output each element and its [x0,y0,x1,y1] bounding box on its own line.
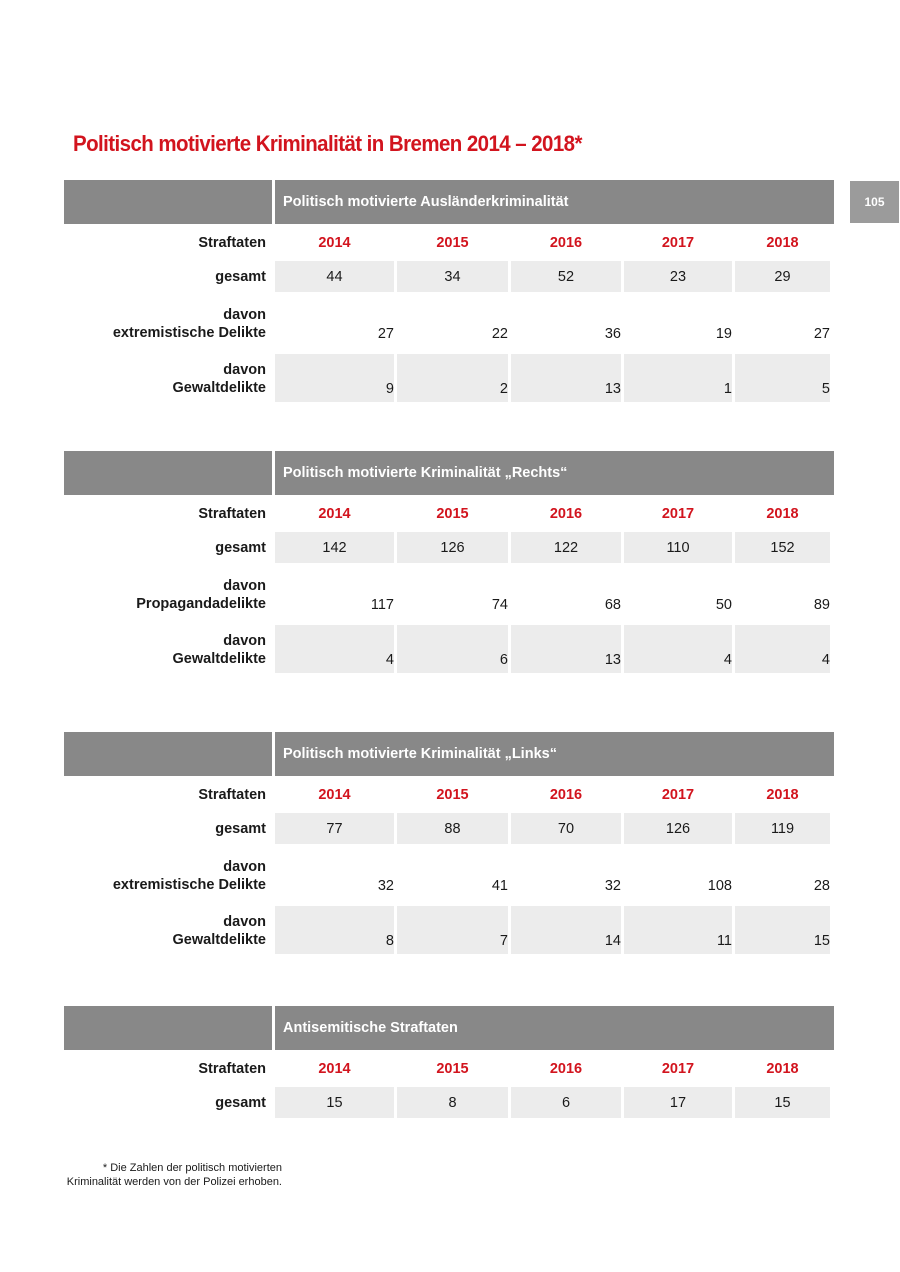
value-cell: 32 [604,878,621,894]
row-label-line: gesamt [215,820,266,837]
value-cell: 15 [275,1087,394,1118]
value-cell: 122 [511,532,621,563]
value-cell: 4 [735,625,830,673]
page-number-tab: 105 [850,181,899,223]
data-table [64,732,834,954]
value-cell: 7 [397,906,508,954]
value-cell: 88 [397,813,508,844]
value-cell: 74 [491,597,508,613]
row-label [64,813,272,844]
row-label [64,354,272,402]
value-cell: 6 [511,1087,621,1118]
year-header: 2018 [766,505,799,522]
value-cell: 29 [735,261,830,292]
table-row [64,813,834,844]
value-cell: 52 [511,261,621,292]
row-label [64,1087,272,1118]
table-row [64,570,834,618]
value-cell: 126 [624,813,732,844]
data-table [64,180,834,402]
row-label-line: extremistische Delikte [112,877,266,893]
value-cell: 8 [275,906,394,954]
year-header: 2017 [661,1060,695,1077]
value-cell: 13 [511,354,621,402]
row-label-line: davon [223,914,266,930]
year-header: 2014 [318,1060,351,1077]
value-cell: 6 [397,625,508,673]
table-header-row [64,180,834,224]
data-table [64,1006,834,1118]
value-cell: 17 [624,1087,732,1118]
header-blank-cell [64,451,272,495]
row-label [64,851,272,899]
row-label [64,299,272,347]
value-cell: 110 [624,532,732,563]
row-label-line: extremistische Delikte [112,325,266,341]
year-row [64,776,834,813]
table-row [64,299,834,347]
row-label [64,261,272,292]
table-row [64,625,834,673]
value-cell: 68 [604,597,621,613]
row-label-line: Gewaltdelikte [172,380,266,396]
year-header: 2018 [766,234,799,251]
row-label-line: davon [223,578,266,594]
value-cell: 4 [275,625,394,673]
value-cell: 126 [397,532,508,563]
table-heading: Politisch motivierte Ausländerkriminalität [275,180,834,224]
row-label-line: davon [223,307,266,323]
table-heading: Politisch motivierte Kriminalität „Links“ [275,732,834,776]
value-cell: 27 [377,326,394,342]
table-row [64,532,834,563]
row-label-line: Propagandadelikte [136,596,266,612]
value-cell: 4 [624,625,732,673]
value-cell: 5 [735,354,830,402]
value-cell: 28 [813,878,830,894]
table-header-row [64,451,834,495]
year-row [64,1050,834,1087]
header-blank-cell [64,180,272,224]
year-header: 2016 [549,786,583,803]
year-header: 2014 [318,234,351,251]
column-label: Straftaten [198,505,266,522]
year-header: 2018 [766,1060,799,1077]
row-label-line: davon [223,362,266,378]
footnote-line: * Die Zahlen der politisch motivierten [102,1162,282,1174]
table-header-row [64,732,834,776]
year-header: 2015 [436,1060,469,1077]
table-row [64,354,834,402]
value-cell: 70 [511,813,621,844]
year-header: 2016 [549,234,583,251]
row-label-line: gesamt [215,1094,266,1111]
table-header-row [64,1006,834,1050]
value-cell: 14 [511,906,621,954]
value-cell: 108 [707,878,732,894]
year-header: 2017 [661,786,695,803]
value-cell: 142 [275,532,394,563]
table-row [64,906,834,954]
value-cell: 13 [511,625,621,673]
year-header: 2016 [549,505,583,522]
value-cell: 41 [491,878,508,894]
value-cell: 32 [377,878,394,894]
year-header: 2017 [661,234,695,251]
value-cell: 77 [275,813,394,844]
row-label-line: Gewaltdelikte [172,651,266,667]
data-table [64,451,834,673]
row-label-line: gesamt [215,539,266,556]
year-header: 2017 [661,505,695,522]
row-label [64,532,272,563]
value-cell: 19 [715,326,732,342]
value-cell: 152 [735,532,830,563]
year-row [64,495,834,532]
value-cell: 1 [624,354,732,402]
value-cell: 44 [275,261,394,292]
header-blank-cell [64,1006,272,1050]
table-row [64,851,834,899]
page-title: Politisch motivierte Kriminalität in Bremen 2014 – 2018* [73,131,582,156]
footnote-line: Kriminalität werden von der Polizei erhoben. [66,1176,282,1188]
value-cell: 9 [275,354,394,402]
table-row [64,261,834,292]
column-label: Straftaten [198,786,266,803]
row-label [64,570,272,618]
value-cell: 15 [735,906,830,954]
value-cell: 119 [735,813,830,844]
year-header: 2016 [549,1060,583,1077]
row-label-line: davon [223,859,266,875]
table-heading: Antisemitische Straftaten [275,1006,834,1050]
year-header: 2014 [318,505,351,522]
row-label [64,906,272,954]
value-cell: 2 [397,354,508,402]
year-header: 2014 [318,786,351,803]
value-cell: 50 [715,597,732,613]
table-row [64,1087,834,1118]
year-header: 2018 [766,786,799,803]
table-heading: Politisch motivierte Kriminalität „Rechts“ [275,451,834,495]
value-cell: 27 [813,326,830,342]
year-row [64,224,834,261]
row-label-line: Gewaltdelikte [172,932,266,948]
column-label: Straftaten [198,234,266,251]
value-cell: 8 [397,1087,508,1118]
year-header: 2015 [436,505,469,522]
value-cell: 117 [370,597,394,613]
row-label-line: davon [223,633,266,649]
value-cell: 22 [491,326,508,342]
row-label-line: gesamt [215,268,266,285]
footnote [60,1161,282,1189]
column-label: Straftaten [198,1060,266,1077]
row-label [64,625,272,673]
year-header: 2015 [436,786,469,803]
value-cell: 89 [813,597,830,613]
value-cell: 23 [624,261,732,292]
header-blank-cell [64,732,272,776]
value-cell: 34 [397,261,508,292]
value-cell: 36 [604,326,621,342]
value-cell: 15 [735,1087,830,1118]
value-cell: 11 [624,906,732,954]
year-header: 2015 [436,234,469,251]
